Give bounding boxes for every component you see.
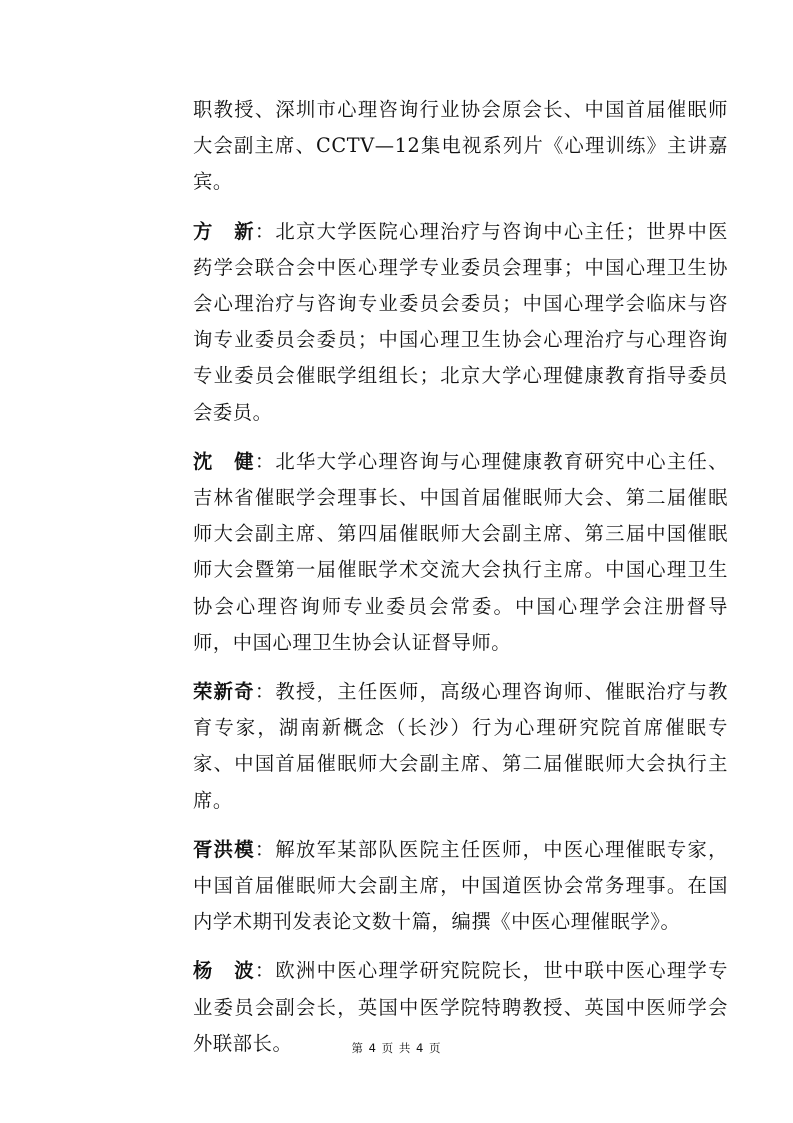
bio-text: 北华大学心理咨询与心理健康教育研究中心主任、吉林省催眠学会理事长、中国首届催眠师大会、第二届催眠师大会副主席、第四届催眠师大会副主席、第三届中国催眠师大会暨第一届催眠学术交流大会执行主席。中国心理卫生协会心理咨询师专业委员会常委。中国心理学会注册督导师，中国心理卫生协会认证督导师。 <box>193 449 728 654</box>
bio-shen-jian <box>193 444 728 661</box>
name-separator: ： <box>254 680 276 704</box>
person-name: 荣新奇 <box>193 680 255 704</box>
name-separator: ： <box>254 449 276 473</box>
bio-text: 北京大学医院心理治疗与咨询中心主任；世界中医药学会联合会中医心理学专业委员会理事；中国心理卫生协会心理治疗与咨询专业委员会委员；中国心理学会临床与咨询专业委员会委员；中国心理卫生协会心理治疗与心理咨询专业委员会催眠学组组长；北京大学心理健康教育指导委员会委员。 <box>193 219 728 424</box>
bio-text: 教授，主任医师，高级心理咨询师、催眠治疗与教育专家，湖南新概念（长沙）行为心理研究院首席催眠专家、中国首届催眠师大会副主席、第二届催眠师大会执行主席。 <box>193 680 728 812</box>
bio-text: 欧洲中医心理学研究院院长，世中联中医心理学专业委员会副会长，英国中医学院特聘教授、英国中医师学会外联部长。 <box>193 959 728 1055</box>
page-number-footer: 第 4 页 共 4 页 <box>351 1041 442 1055</box>
paragraph-continuation <box>193 92 728 201</box>
name-separator: ： <box>254 837 276 861</box>
bio-xu-hongmo <box>193 832 728 941</box>
person-name: 沈 健 <box>193 449 255 473</box>
person-name: 杨 波 <box>193 959 255 983</box>
name-separator: ： <box>254 219 276 243</box>
bio-rong-xinqi <box>193 674 728 819</box>
document-body <box>193 92 728 1075</box>
paragraph-text: 职教授、深圳市心理咨询行业协会原会长、中国首届催眠师大会副主席、CCTV—12集电视系列片《心理训练》主讲嘉宾。 <box>193 98 728 194</box>
bio-fang-xin <box>193 214 728 431</box>
person-name: 胥洪模 <box>193 837 255 861</box>
name-separator: ： <box>254 959 276 983</box>
person-name: 方 新 <box>193 219 255 243</box>
bio-text: 解放军某部队医院主任医师，中医心理催眠专家，中国首届催眠师大会副主席，中国道医协会常务理事。在国内学术期刊发表论文数十篇，编撰《中医心理催眠学》。 <box>193 837 728 934</box>
